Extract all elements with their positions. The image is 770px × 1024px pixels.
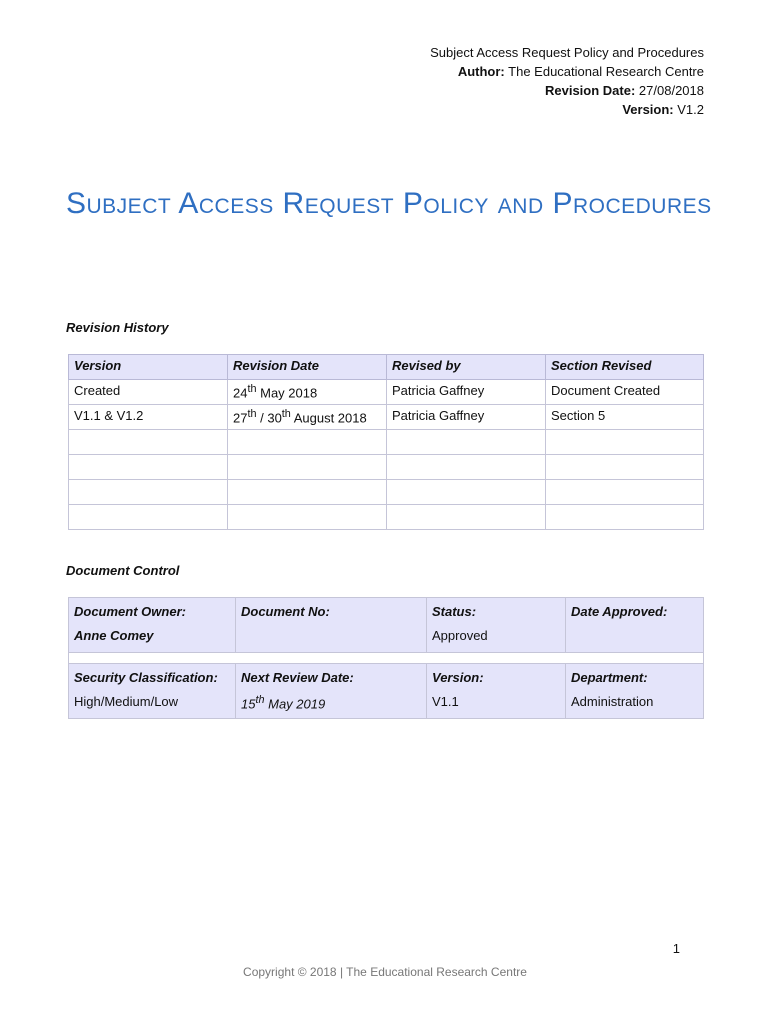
status-label: Status: [427,598,566,626]
author-value: The Educational Research Centre [508,64,704,79]
revision-date-value: 27/08/2018 [638,83,704,98]
date-suffix: th [281,408,291,420]
author-label: Author: [457,64,505,79]
date-day: 24 [233,385,248,401]
row-section-revised: Document Created [546,380,704,405]
col-section-revised-header: Section Revised [546,355,704,380]
review-rest: May 2019 [264,696,326,712]
revision-history-table [68,354,704,530]
control-spacer-row [69,653,704,664]
page-title: Subject Access Request Policy and Procedures [66,187,712,220]
review-suffix: th [255,694,265,706]
header-revision-date [430,81,704,100]
date-suffix: th [247,408,257,420]
security-label: Security Classification: [69,664,236,692]
row-section-revised: Section 5 [546,405,704,430]
page-footer: Copyright © 2018 | The Educational Research Centre [243,965,527,979]
table-header-row [69,355,704,380]
table-row-empty [69,430,704,455]
revision-history-label: Revision History [66,320,169,335]
revision-date-label: Revision Date: [544,83,636,98]
date-approved-value [566,625,704,653]
owner-label: Document Owner: [69,598,236,626]
row-revision-date [228,380,387,405]
ctrl-version-value: V1.1 [427,691,566,719]
header-author [430,62,704,81]
next-review-value [236,691,427,719]
date-suffix: th [247,383,257,395]
header-version [430,100,704,119]
doc-no-value [236,625,427,653]
date-mid: / 30 [256,410,282,426]
col-revised-by-header: Revised by [387,355,546,380]
security-value: High/Medium/Low [69,691,236,719]
doc-no-label: Document No: [236,598,427,626]
row-revision-date [228,405,387,430]
col-revision-date-header: Revision Date [228,355,387,380]
ctrl-version-label: Version: [427,664,566,692]
date-rest: May 2018 [256,385,318,401]
document-control-label: Document Control [66,563,180,578]
review-day: 15 [241,696,256,712]
department-label: Department: [566,664,704,692]
version-value: V1.2 [677,102,704,117]
table-row-empty [69,505,704,530]
row-revised-by: Patricia Gaffney [387,405,546,430]
header-doc-title: Subject Access Request Policy and Procedures [430,45,704,60]
status-value: Approved [427,625,566,653]
control-value-row [69,691,704,719]
page-number: 1 [672,941,680,956]
row-version: Created [69,380,228,405]
page-header [430,43,704,119]
date-rest: August 2018 [290,410,367,426]
row-revised-by: Patricia Gaffney [387,380,546,405]
department-value: Administration [566,691,704,719]
table-row-empty [69,480,704,505]
document-control-table [68,597,704,719]
table-row [69,380,704,405]
date-day: 27 [233,410,248,426]
table-row [69,405,704,430]
row-version: V1.1 & V1.2 [69,405,228,430]
next-review-label: Next Review Date: [236,664,427,692]
date-approved-label: Date Approved: [566,598,704,626]
control-value-row [69,625,704,653]
col-version-header: Version [69,355,228,380]
owner-value: Anne Comey [69,625,236,653]
table-row-empty [69,455,704,480]
control-header-row [69,598,704,626]
version-label: Version: [622,102,674,117]
control-header-row [69,664,704,692]
